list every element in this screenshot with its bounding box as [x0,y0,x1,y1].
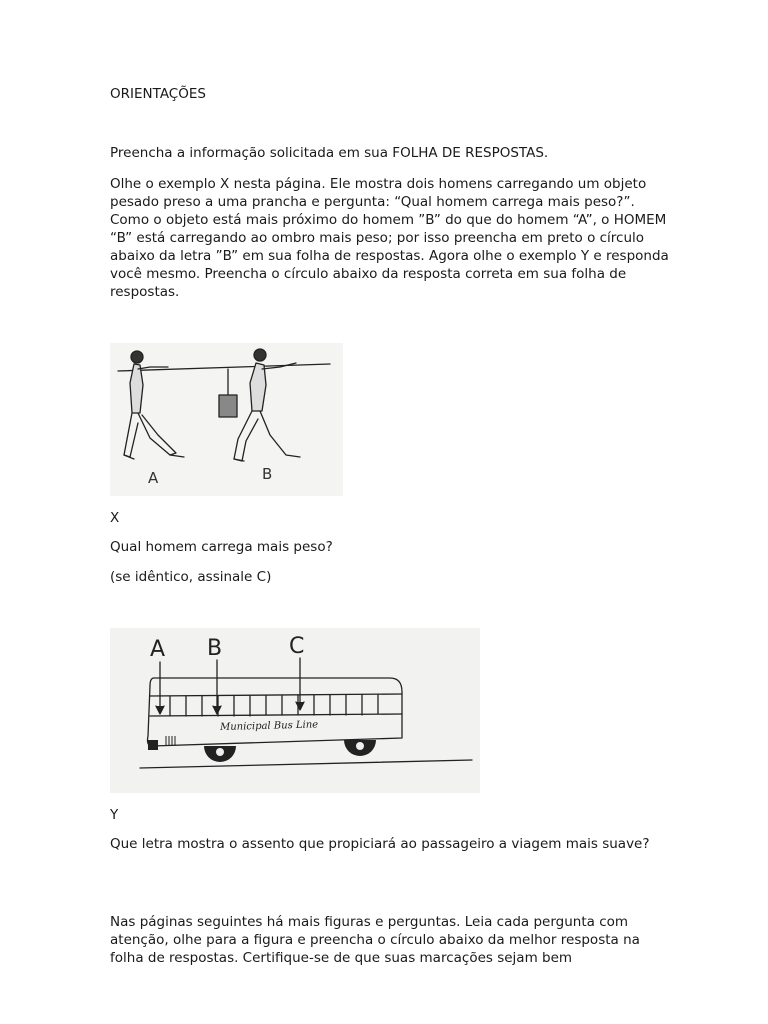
example-x-question: Qual homem carrega mais peso? [110,539,333,555]
instruction-paragraph-3: Nas páginas seguintes há mais figuras e perguntas. Leia cada pergunta com atenção, olhe para a figura e preencha o círculo abaixo da melhor resposta na folha de respostas. Certifique-se de que suas marcações sejam bem [110,914,640,966]
instruction-paragraph-1: Preencha a informação solicitada em sua FOLHA DE RESPOSTAS. [110,145,549,161]
bus-sign: Municipal Bus Line [219,719,319,734]
example-y-label: Y [110,807,119,823]
figure-y-label-b: B [207,636,223,661]
example-x-hint: (se idêntico, assinale C) [110,569,272,585]
page-heading: ORIENTAÇÕES [110,86,206,102]
example-y-question: Que letra mostra o assento que propiciará ao passageiro a viagem mais suave? [110,836,650,852]
example-x-figure [110,343,343,496]
example-y-figure [110,628,480,793]
ground-line [140,760,472,768]
man-a-drawing [124,351,184,459]
example-x-label: X [110,510,120,526]
figure-x-label-a: A [148,469,159,487]
instruction-paragraph-2: Olhe o exemplo X nesta página. Ele mostra dois homens carregando um objeto pesado preso a uma prancha e pergunta: “Qual homem carrega mais peso?”. Como o objeto está mais próximo do homem ”B” do que do homem “A”, o HOMEM “B” está carregando ao ombro mais peso; por isso preencha em preto o círculo abaixo da letra ”B” em sua folha de respostas. Agora olhe o exemplo Y e responda você mesmo. Preencha o círculo abaixo da resposta correta em sua folha de respostas. [110,176,669,300]
weight-drawing [219,369,237,417]
figure-x-label-b: B [262,465,273,483]
figure-y-label-c: C [289,634,305,659]
figure-y-label-a: A [150,637,166,662]
